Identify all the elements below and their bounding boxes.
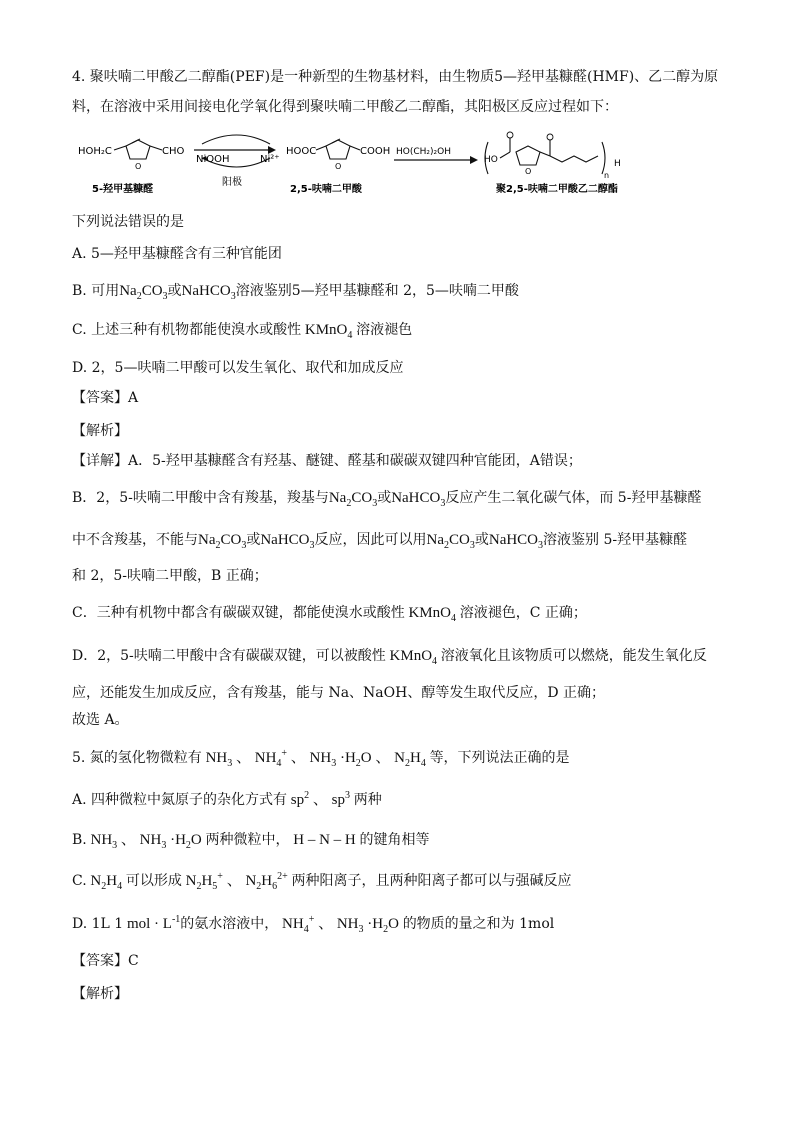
fdca-name: 2,5-呋喃二甲酸 [290, 184, 362, 195]
fdca-furan-ring [326, 140, 350, 159]
pef-ho: HO [484, 155, 498, 165]
hmf-ring-oxygen: O [135, 162, 142, 171]
pef-furan-ring [516, 146, 540, 165]
q4-detail-a: 【详解】A．5-羟甲基糠醛含有羟基、醚键、醛基和碳碳双键四种官能团，A错误； [72, 453, 582, 469]
q5-analysis-label: 【解析】 [72, 986, 128, 1002]
q5-option-d: D. 1L 1 mol · $L^{-1}$的氨水溶液中， $NH_4^+$ 、 $NH_3 \cdot H_2O$ 的物质的量之和为 1mol [72, 914, 555, 935]
hmf-furan-ring [126, 140, 150, 159]
pef-ring-oxygen: O [525, 167, 532, 176]
q4-option-b: B. 可用$Na_2CO_3$或NaHCO$_3$溶液鉴别5—羟甲基糠醛和 2，5—呋喃二甲酸 [72, 283, 519, 302]
hmf-left-group: HOH₂C [78, 146, 112, 157]
reagent-niooh: NiOOH [196, 154, 230, 165]
q5-option-c: C. $N_2H_4$ 可以形成 $N_2H_5^+$ 、 $N_2H_6^{2+}$ 两种阳离子，且两种阳离子都可以与强碱反应 [72, 871, 572, 892]
q4-detail-b-line3: 和 2，5-呋喃二甲酸，B 正确； [72, 568, 268, 584]
fdca-right-group: COOH [360, 146, 391, 157]
electrode-label: 阳极 [222, 177, 242, 188]
q4-option-a: A. 5—羟甲基糠醛含有三种官能团 [72, 246, 282, 262]
q4-detail-b-line1: B．2，5-呋喃二甲酸中含有羧基，羧基与$Na_2CO_3$或NaHCO$_3$反应产生二氧化碳气体，而 5-羟甲基糠醛 [72, 490, 702, 509]
reagent-ni2plus: Ni²⁺ [260, 154, 280, 165]
q5-stem: 5. 氮的氢化物微粒有 $NH_3$ 、 $NH_4^+$ 、 $NH_3 \cdot H_2O$ 、 $N_2H_4$ 等，下列说法正确的是 [72, 748, 570, 769]
pef-subscript-n: n [604, 171, 610, 180]
hmf-right-group: CHO [162, 146, 185, 157]
reaction-scheme [72, 128, 632, 204]
q5-option-a: A. 四种微粒中氮原子的杂化方式有 $sp^2$ 、 $sp^3$ 两种 [72, 790, 382, 808]
pef-h-end: H [614, 159, 621, 169]
q4-detail-c: C．三种有机物中都含有碳碳双键，都能使溴水或酸性 KMnO$_4$ 溶液褪色，C 正确； [72, 605, 587, 624]
q4-analysis-label: 【解析】 [72, 423, 128, 439]
q5-option-b: B. $NH_3$ 、 $NH_3 \cdot H_2O$ 两种微粒中， H – N – H 的键角相等 [72, 832, 430, 851]
reagent-ethylene-glycol: HO(CH₂)₂OH [396, 147, 451, 157]
q4-detail-d-line1: D．2，5-呋喃二甲酸中含有碳碳双键，可以被酸性 KMnO$_4$ 溶液氧化且该物质可以燃烧，能发生氧化反 [72, 648, 707, 667]
q4-answer: 【答案】A [72, 390, 139, 406]
q4-stem-line2: 料，在溶液中采用间接电化学氧化得到聚呋喃二甲酸乙二醇酯，其阳极区反应过程如下： [72, 99, 618, 115]
q4-detail-b-line2: 中不含羧基，不能与$Na_2CO_3$或NaHCO$_3$反应，因此可以用$Na_2CO_3$或NaHCO$_3$溶液鉴别 5-羟甲基糠醛 [72, 532, 688, 551]
q4-question: 下列说法错误的是 [72, 214, 184, 230]
hmf-name: 5-羟甲基糠醛 [92, 184, 154, 195]
q4-stem-line1: 4. 聚呋喃二甲酸乙二醇酯(PEF)是一种新型的生物基材料，由生物质5—羟甲基糠醛(HMF)、乙二醇为原 [72, 69, 719, 85]
q4-option-d: D. 2，5—呋喃二甲酸可以发生氧化、取代和加成反应 [72, 360, 404, 376]
q4-detail-d-line2: 应，还能发生加成反应，含有羧基，能与 Na、NaOH、醇等发生取代反应，D 正确； [72, 685, 606, 701]
q5-answer: 【答案】C [72, 953, 139, 969]
q4-conclusion: 故选 A。 [72, 712, 129, 728]
q4-option-c: C. 上述三种有机物都能使溴水或酸性 KMnO$_4$ 溶液褪色 [72, 322, 413, 341]
fdca-ring-oxygen: O [335, 162, 342, 171]
pef-name: 聚2,5-呋喃二甲酸乙二醇酯 [496, 184, 618, 195]
fdca-left-group: HOOC [286, 146, 317, 157]
